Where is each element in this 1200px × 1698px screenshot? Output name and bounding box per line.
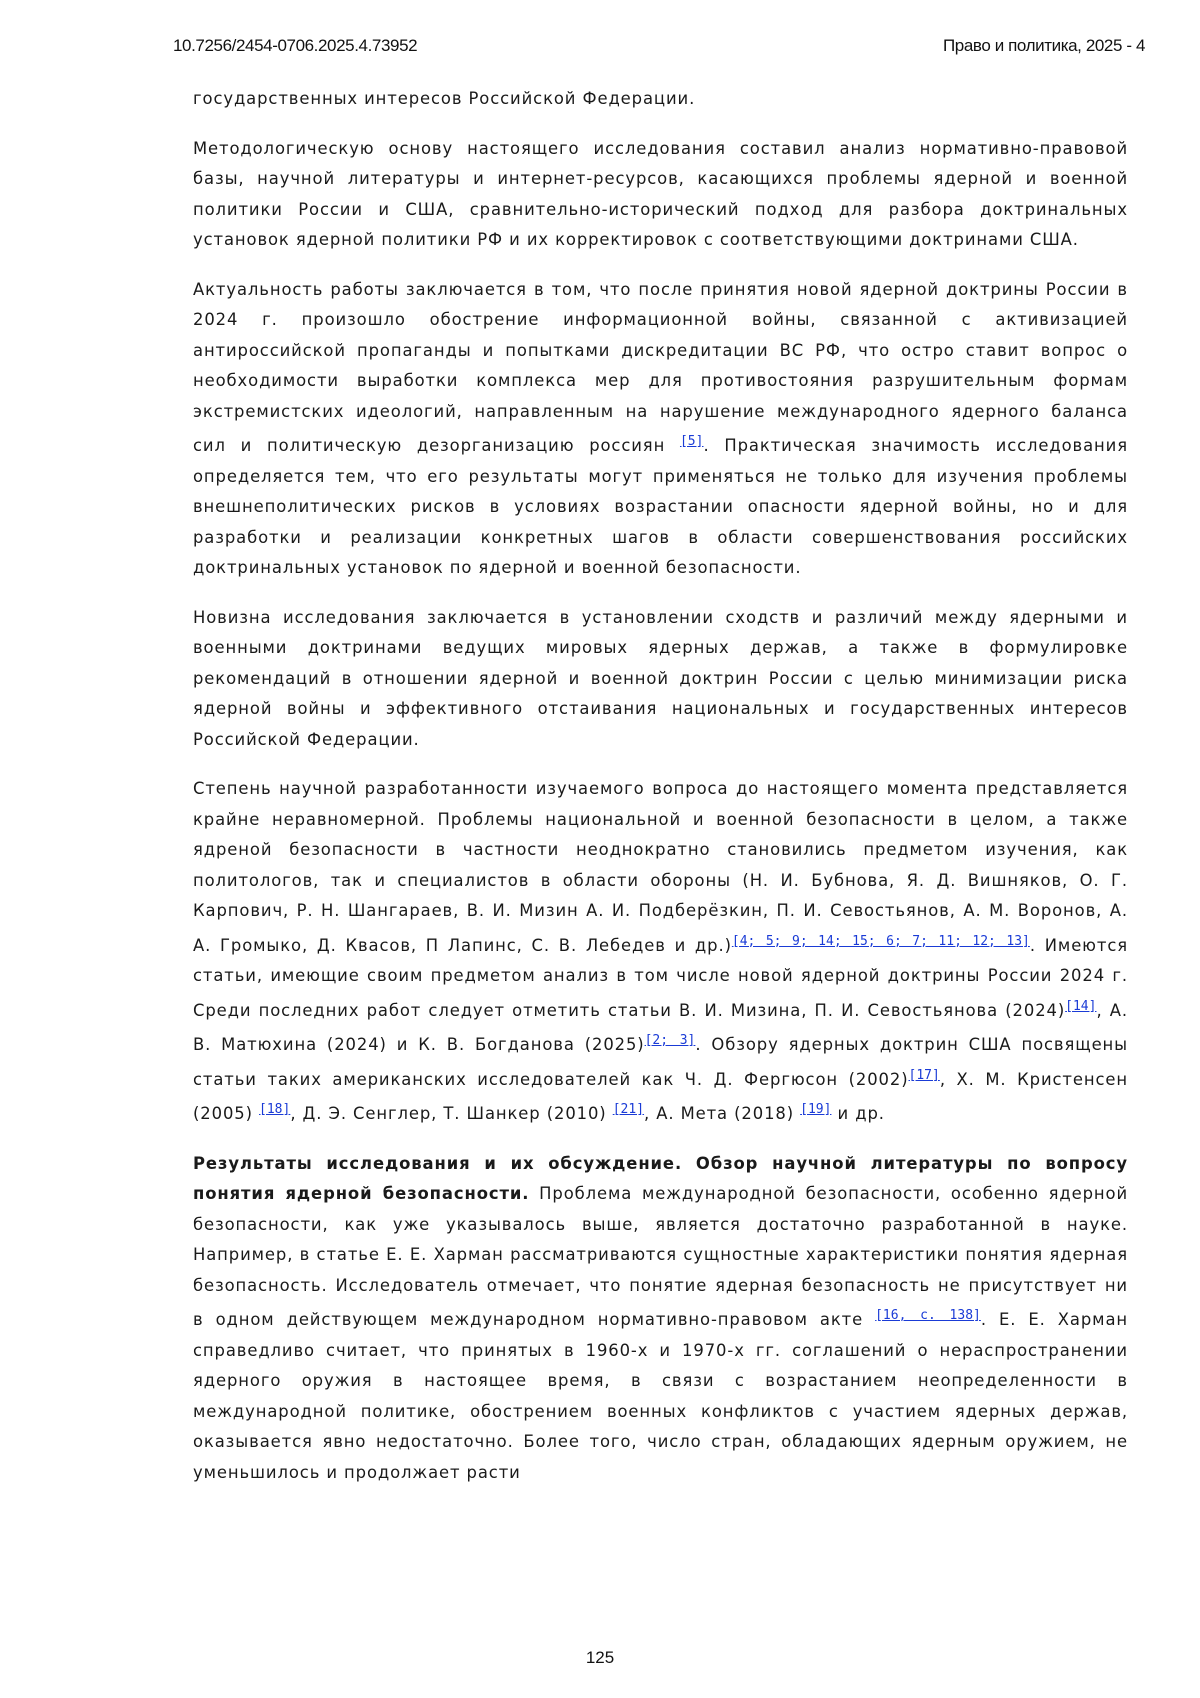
paragraph-continuation: [193, 84, 1128, 115]
citation-link[interactable]: [19]: [800, 1102, 831, 1117]
text-run: Степень научной разработанности изучаемого вопроса до настоящего момента представляется крайне неравномерной. Проблемы национальной и военной безопасности в целом, а также ядреной безопасности в частности неоднократно становились предметом изучения, как политологов, так и специалистов в области обороны (Н. И. Бубнова, Я. Д. Вишняков, О. Г. Карпович, Р. Н. Шангараев, В. И. Мизин А. И. Подберёзкин, П. И. Севостьянов, А. М. Воронов, А. А. Громыко, Д. Квасов, П Лапинс, С. В. Лебедев и др.): [193, 779, 1128, 955]
paragraph-literature-degree: [193, 774, 1128, 1130]
text-run: , А. Мета (2018): [644, 1104, 800, 1123]
citation-link[interactable]: [4; 5; 9; 14; 15; 6; 7; 11; 12; 13]: [732, 934, 1030, 949]
text-run: государственных интересов Российской Федерации.: [193, 89, 695, 108]
text-run: . Е. Е. Харман справедливо считает, что принятых в 1960-х и 1970-х гг. соглашений о нераспространении ядерного оружия в настоящее время, в связи с возрастанием неопределенности в международной политике, обострением военных конфликтов с участием ядерных держав, оказывается явно недостаточно. Более того, число стран, обладающих ядерным оружием, не уменьшилось и продолжает расти: [193, 1310, 1128, 1482]
paragraph-novelty: [193, 603, 1128, 756]
text-run: Новизна исследования заключается в установлении сходств и различий между ядерными и военными доктринами ведущих мировых ядерных держав, а также в формулировке рекомендаций в отношении ядерной и военной доктрин России с целью минимизации риска ядерной войны и эффективного отстаивания национальных и государственных интересов Российской Федерации.: [193, 608, 1128, 749]
citation-link[interactable]: [2; 3]: [645, 1033, 696, 1048]
citation-link[interactable]: [5]: [680, 434, 703, 449]
citation-link[interactable]: [14]: [1065, 999, 1096, 1014]
text-run: Методологическую основу настоящего исследования составил анализ нормативно-правовой базы, научной литературы и интернет-ресурсов, касающихся проблемы ядерной и военной политики России и США, сравнительно-исторический подход для разбора доктринальных установок ядерной политики РФ и их корректировок с соответствующими доктринами США.: [193, 139, 1128, 250]
text-run: Актуальность работы заключается в том, что после принятия новой ядерной доктрины России в 2024 г. произошло обострение информационной войны, связанной с активизацией антироссийской пропаганды и попытками дискредитации ВС РФ, что остро ставит вопрос о необходимости выработки комплекса мер для противостояния разрушительным формам экстремистских идеологий, направленным на нарушение международного ядерного баланса сил и политическую дезорганизацию россиян: [193, 280, 1128, 456]
doi-header: 10.7256/2454-0706.2025.4.73952: [173, 36, 417, 56]
paragraph-methodology: [193, 134, 1128, 256]
text-run: . Обзору ядерных доктрин США посвящены статьи таких американских исследователей как Ч. Д. Фергюсон (2002): [193, 1035, 1128, 1089]
text-run: , Х. М. Кристенсен (2005): [193, 1070, 1128, 1124]
text-run: . Имеются статьи, имеющие своим предметом анализ в том числе новой ядерной доктрины России 2024 г. Среди последних работ следует отметить статьи В. И. Мизина, П. И. Севостьянова (2024): [193, 936, 1128, 1020]
page-number: 125: [0, 1648, 1200, 1668]
article-body: [193, 84, 1128, 1507]
section-heading: Результаты исследования и их обсуждение. Обзор научной литературы по вопросу понятия ядерной безопасности.: [193, 1154, 1128, 1204]
text-run: и др.: [831, 1104, 884, 1123]
text-run: , Д. Э. Сенглер, Т. Шанкер (2010): [290, 1104, 612, 1123]
text-run: . Практическая значимость исследования определяется тем, что его результаты могут применяться не только для изучения проблемы внешнеполитических рисков в условиях возрастании опасности ядерной войны, но и для разработки и реализации конкретных шагов в области совершенствования российских доктринальных установок по ядерной и военной безопасности.: [193, 436, 1128, 577]
journal-header: Право и политика, 2025 - 4: [943, 36, 1145, 56]
citation-link[interactable]: [16, с. 138]: [875, 1308, 981, 1323]
text-run: Проблема международной безопасности, особенно ядерной безопасности, как уже указывалось выше, является достаточно разработанной в науке. Например, в статье Е. Е. Харман рассматриваются сущностные характеристики понятия ядерная безопасность. Исследователь отмечает, что понятие ядерная безопасность не присутствует ни в одном действующем международном нормативно-правовом акте: [193, 1184, 1128, 1329]
text-run: , А. В. Матюхина (2024) и К. В. Богданова (2025): [193, 1001, 1128, 1055]
paragraph-results: [193, 1149, 1128, 1489]
citation-link[interactable]: [18]: [259, 1102, 290, 1117]
paragraph-relevance: [193, 275, 1128, 584]
document-page: [0, 0, 1200, 1698]
citation-link[interactable]: [21]: [613, 1102, 644, 1117]
citation-link[interactable]: [17]: [909, 1068, 940, 1083]
